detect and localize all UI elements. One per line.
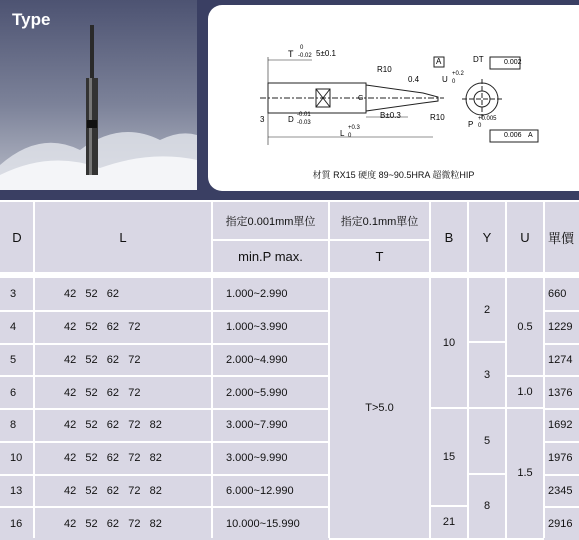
cell-l: 42 52 62 72 xyxy=(34,344,212,377)
header-y: Y xyxy=(468,202,506,272)
header-p-sub: min.P max. xyxy=(212,240,329,272)
merge-divider xyxy=(468,407,506,409)
cell-p: 2.000~4.990 xyxy=(212,344,329,377)
cell-price: 2345 xyxy=(544,475,579,508)
type-label: Type xyxy=(12,10,51,29)
merge-divider xyxy=(506,375,544,377)
header-price: 單價 xyxy=(544,202,579,272)
row-divider xyxy=(544,343,579,345)
cell-price: 1229 xyxy=(544,311,579,344)
cell-price: 660 xyxy=(544,278,579,311)
merge-divider xyxy=(430,407,468,409)
cell-l: 42 52 62 72 xyxy=(34,311,212,344)
dim-u: U xyxy=(442,75,448,84)
dim-three: 3 xyxy=(260,115,265,124)
material-spec: 材質 RX15 硬度 89~90.5HRA 超微粒HIP xyxy=(312,170,475,180)
datum-a2: A xyxy=(528,132,533,139)
cell-p: 6.000~12.990 xyxy=(212,475,329,508)
drawing-svg xyxy=(208,5,579,165)
cell-d: 10 xyxy=(0,442,34,475)
b-value: 10 xyxy=(430,278,468,408)
cell-l: 42 52 62 72 82 xyxy=(34,409,212,442)
col-divider xyxy=(328,202,330,538)
b-value: 21 xyxy=(430,506,468,538)
dim-b: B±0.3 xyxy=(380,111,401,120)
dim-p-tol-top: +0.005 xyxy=(478,116,497,122)
dim-r10b: R10 xyxy=(430,113,445,122)
merge-divider xyxy=(468,341,506,343)
cell-p: 1.000~3.990 xyxy=(212,311,329,344)
tool-illustration xyxy=(0,0,197,190)
cell-price: 2916 xyxy=(544,507,579,540)
u-value: 1.5 xyxy=(506,408,544,538)
dim-p-tol-bottom: 0 xyxy=(478,123,482,129)
dim-u-tol-bottom: 0 xyxy=(452,79,456,85)
product-photo xyxy=(0,0,197,190)
cell-d: 16 xyxy=(0,507,34,540)
cell-l: 42 52 62 xyxy=(34,278,212,311)
cell-l: 42 52 62 72 82 xyxy=(34,507,212,540)
cell-d: 4 xyxy=(0,311,34,344)
cell-d: 13 xyxy=(0,475,34,508)
col-divider xyxy=(467,202,469,538)
col-divider xyxy=(33,202,35,538)
row-divider xyxy=(0,474,329,476)
dim-d: D xyxy=(288,115,294,124)
cell-l: 42 52 62 72 82 xyxy=(34,442,212,475)
row-divider xyxy=(544,474,579,476)
merge-divider xyxy=(506,407,544,409)
dim-l: L xyxy=(340,129,345,138)
technical-drawing xyxy=(208,5,579,191)
header-d: D xyxy=(0,202,34,272)
cell-price: 1976 xyxy=(544,442,579,475)
dim-l-tol-bottom: 0 xyxy=(348,133,352,139)
row-divider xyxy=(0,343,329,345)
t-value: T>5.0 xyxy=(329,278,430,538)
cell-p: 3.000~9.990 xyxy=(212,442,329,475)
u-value: 0.5 xyxy=(506,278,544,376)
dim-dt: DT xyxy=(473,55,484,64)
col-divider xyxy=(543,202,545,538)
cell-price: 1376 xyxy=(544,376,579,409)
header-subdivider xyxy=(212,239,430,241)
dim-u-tol-top: +0.2 xyxy=(452,71,464,77)
y-value: 2 xyxy=(468,278,506,342)
cell-l: 42 52 62 72 xyxy=(34,376,212,409)
y-value: 5 xyxy=(468,408,506,474)
cell-l: 42 52 62 72 82 xyxy=(34,475,212,508)
row-divider xyxy=(544,408,579,410)
cell-p: 10.000~15.990 xyxy=(212,507,329,540)
cell-d: 8 xyxy=(0,409,34,442)
col-divider xyxy=(211,202,213,538)
dim-five: 5±0.1 xyxy=(316,49,336,58)
dim-t: T xyxy=(288,49,294,59)
row-divider xyxy=(544,310,579,312)
merge-divider xyxy=(430,505,468,507)
dim-l-tol-top: +0.3 xyxy=(348,125,360,131)
b-value: 15 xyxy=(430,408,468,506)
flatness-002: 0.002 xyxy=(504,59,522,66)
spec-table xyxy=(0,202,579,538)
header-t-group: 指定0.1mm單位 xyxy=(329,202,430,240)
datum-a: A xyxy=(436,57,442,66)
cell-p: 2.000~5.990 xyxy=(212,376,329,409)
y-value: 3 xyxy=(468,342,506,408)
header-t-sub: T xyxy=(329,240,430,272)
merge-divider xyxy=(468,473,506,475)
cell-price: 1692 xyxy=(544,409,579,442)
dim-g1: G xyxy=(358,95,364,102)
runout-0006: 0.006 xyxy=(504,132,522,139)
row-divider xyxy=(0,408,329,410)
row-divider xyxy=(0,506,329,508)
dim-04: 0.4 xyxy=(408,75,420,84)
dim-p: P xyxy=(468,120,474,129)
row-divider xyxy=(544,506,579,508)
cell-p: 1.000~2.990 xyxy=(212,278,329,311)
u-value: 1.0 xyxy=(506,376,544,408)
row-divider xyxy=(0,375,329,377)
row-divider xyxy=(544,441,579,443)
header-b: B xyxy=(430,202,468,272)
dim-r10: R10 xyxy=(377,65,392,74)
cell-d: 6 xyxy=(0,376,34,409)
row-divider xyxy=(0,310,329,312)
col-divider xyxy=(505,202,507,538)
dim-d-tol-top: -0.01 xyxy=(297,112,311,118)
cell-d: 3 xyxy=(0,278,34,311)
cell-price: 1274 xyxy=(544,344,579,377)
top-banner xyxy=(0,0,579,200)
cell-d: 5 xyxy=(0,344,34,377)
dim-t-tol-top: 0 xyxy=(300,45,304,51)
row-divider xyxy=(0,441,329,443)
header-u: U xyxy=(506,202,544,272)
dim-t-tol-bottom: -0.02 xyxy=(298,53,312,59)
col-divider xyxy=(429,202,431,538)
y-value: 8 xyxy=(468,474,506,538)
dim-d-tol-bottom: -0.03 xyxy=(297,120,311,126)
cell-p: 3.000~7.990 xyxy=(212,409,329,442)
row-divider xyxy=(544,375,579,377)
header-l: L xyxy=(34,202,212,272)
header-divider xyxy=(0,272,579,278)
header-p-group: 指定0.001mm單位 xyxy=(212,202,329,240)
